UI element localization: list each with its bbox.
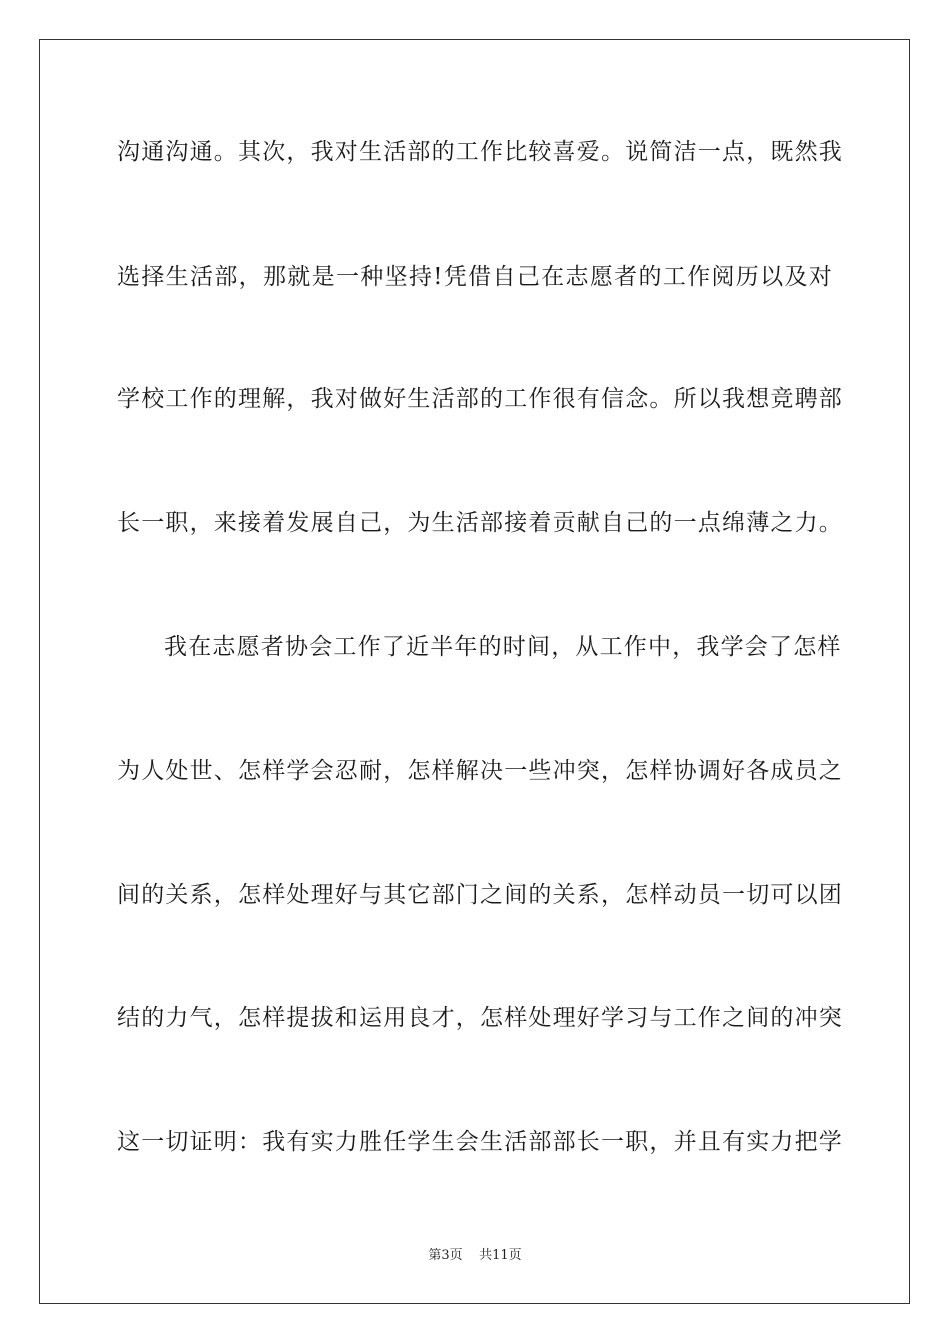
paragraph-line-9: 这一切证明：我有实力胜任学生会生活部部长一职，并且有实力把学 <box>117 1129 843 1155</box>
paragraph-line-3: 学校工作的理解，我对做好生活部的工作很有信念。所以我想竞聘部 <box>117 386 843 412</box>
paragraph-line-7: 间的关系，怎样处理好与其它部门之间的关系，怎样动员一切可以团 <box>117 882 843 908</box>
paragraph-line-8: 结的力气，怎样提拔和运用良才，怎样处理好学习与工作之间的冲突 <box>117 1005 843 1031</box>
page-border <box>39 39 910 1304</box>
paragraph-line-4: 长一职，来接着发展自己，为生活部接着贡献自己的一点绵薄之力。 <box>117 510 843 536</box>
paragraph-line-5: 我在志愿者协会工作了近半年的时间，从工作中，我学会了怎样 <box>164 634 842 660</box>
paragraph-line-6: 为人处世、怎样学会忍耐，怎样解决一些冲突，怎样协调好各成员之 <box>117 758 843 784</box>
page-footer <box>0 1247 950 1265</box>
page-total: 共11页 <box>479 1248 522 1263</box>
paragraph-line-1: 沟通沟通。其次，我对生活部的工作比较喜爱。说简洁一点，既然我 <box>117 139 843 165</box>
paragraph-line-2: 选择生活部，那就是一种坚持!凭借自己在志愿者的工作阅历以及对 <box>117 264 833 290</box>
page-number: 第3页 <box>428 1248 463 1263</box>
